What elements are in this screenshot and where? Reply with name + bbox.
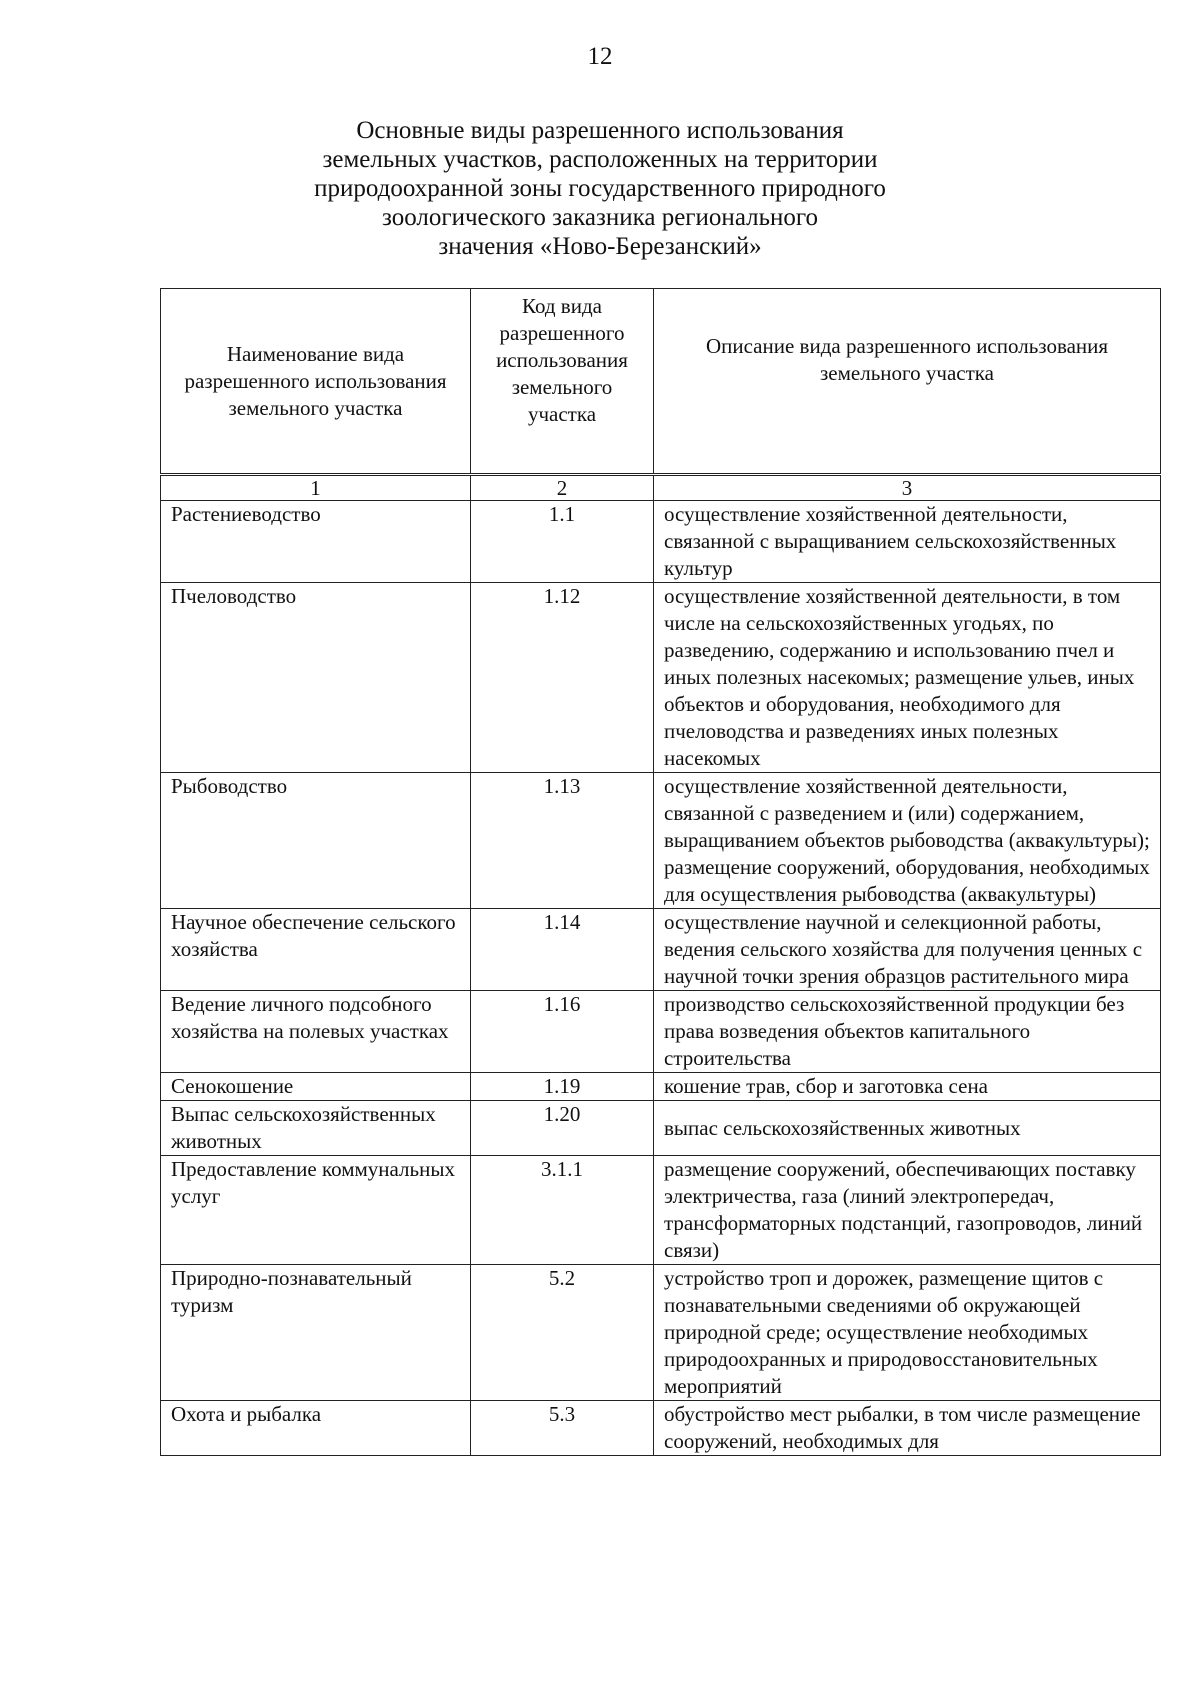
title-line: Основные виды разрешенного использования	[356, 117, 844, 144]
header-use-name: Наименование вида разрешенного использования земельного участка	[161, 289, 471, 475]
use-description: производство сельскохозяйственной продукции без права возведения объектов капитального строительства	[654, 991, 1161, 1073]
table-row	[161, 773, 1161, 909]
column-number: 1	[161, 475, 471, 501]
use-name: Пчеловодство	[161, 583, 471, 773]
table-row	[161, 1265, 1161, 1401]
table-row	[161, 1073, 1161, 1101]
use-code: 1.20	[471, 1101, 654, 1156]
title-line: зоологического заказника регионального	[381, 204, 819, 231]
use-description: обустройство мест рыбалки, в том числе размещение сооружений, необходимых для	[654, 1401, 1161, 1456]
page-number: 12	[587, 43, 613, 70]
table-row	[161, 909, 1161, 991]
title-line: земельных участков, расположенных на территории	[322, 146, 878, 173]
use-code: 1.12	[471, 583, 654, 773]
use-name: Природно-познавательный туризм	[161, 1265, 471, 1401]
use-description: выпас сельскохозяйственных животных	[654, 1101, 1161, 1156]
use-description: кошение трав, сбор и заготовка сена	[654, 1073, 1161, 1101]
use-description: размещение сооружений, обеспечивающих поставку электричества, газа (линий электропередач, трансформаторных подстанций, газопроводов, линий связи)	[654, 1156, 1161, 1265]
use-description: осуществление научной и селекционной работы, ведения сельского хозяйства для получения ценных с научной точки зрения образцов растительного мира	[654, 909, 1161, 991]
use-code: 1.16	[471, 991, 654, 1073]
use-code: 1.13	[471, 773, 654, 909]
land-use-table	[160, 288, 1161, 1456]
table-row	[161, 1101, 1161, 1156]
use-name: Выпас сельскохозяйственных животных	[161, 1101, 471, 1156]
table-row	[161, 1401, 1161, 1456]
use-code: 1.14	[471, 909, 654, 991]
use-code: 5.2	[471, 1265, 654, 1401]
column-number: 2	[471, 475, 654, 501]
use-name: Растениеводство	[161, 501, 471, 583]
use-name: Сенокошение	[161, 1073, 471, 1101]
use-name: Научное обеспечение сельского хозяйства	[161, 909, 471, 991]
use-code: 1.19	[471, 1073, 654, 1101]
table-row	[161, 1156, 1161, 1265]
header-use-code: Код вида разрешенного использования земельного участка	[471, 289, 654, 475]
use-name: Рыбоводство	[161, 773, 471, 909]
use-description: осуществление хозяйственной деятельности, в том числе на сельскохозяйственных угодьях, по разведению, содержанию и использованию пчел и иных полезных насекомых; размещение ульев, иных объектов и оборудования, необходимого для пчеловодства и разведениях иных полезных насекомых	[654, 583, 1161, 773]
table-row	[161, 583, 1161, 773]
title-line: природоохранной зоны государственного природного	[314, 175, 886, 202]
header-use-description: Описание вида разрешенного использования земельного участка	[654, 289, 1161, 475]
use-description: осуществление хозяйственной деятельности, связанной с выращиванием сельскохозяйственных культур	[654, 501, 1161, 583]
document-title	[240, 116, 960, 261]
use-name: Охота и рыбалка	[161, 1401, 471, 1456]
use-code: 1.1	[471, 501, 654, 583]
table-row	[161, 501, 1161, 583]
column-numbers-row	[161, 475, 1161, 501]
use-name: Предоставление коммунальных услуг	[161, 1156, 471, 1265]
column-number: 3	[654, 475, 1161, 501]
title-line: значения «Ново-Березанский»	[438, 233, 762, 260]
use-name: Ведение личного подсобного хозяйства на полевых участках	[161, 991, 471, 1073]
use-description: устройство троп и дорожек, размещение щитов с познавательными сведениями об окружающей природной среде; осуществление необходимых природоохранных и природовосстановительных мероприятий	[654, 1265, 1161, 1401]
table-header-row	[161, 289, 1161, 475]
use-description: осуществление хозяйственной деятельности, связанной с разведением и (или) содержанием, выращиванием объектов рыбоводства (аквакультуры); размещение сооружений, оборудования, необходимых для осуществления рыбоводства (аквакультуры)	[654, 773, 1161, 909]
table-row	[161, 991, 1161, 1073]
use-code: 3.1.1	[471, 1156, 654, 1265]
use-code: 5.3	[471, 1401, 654, 1456]
